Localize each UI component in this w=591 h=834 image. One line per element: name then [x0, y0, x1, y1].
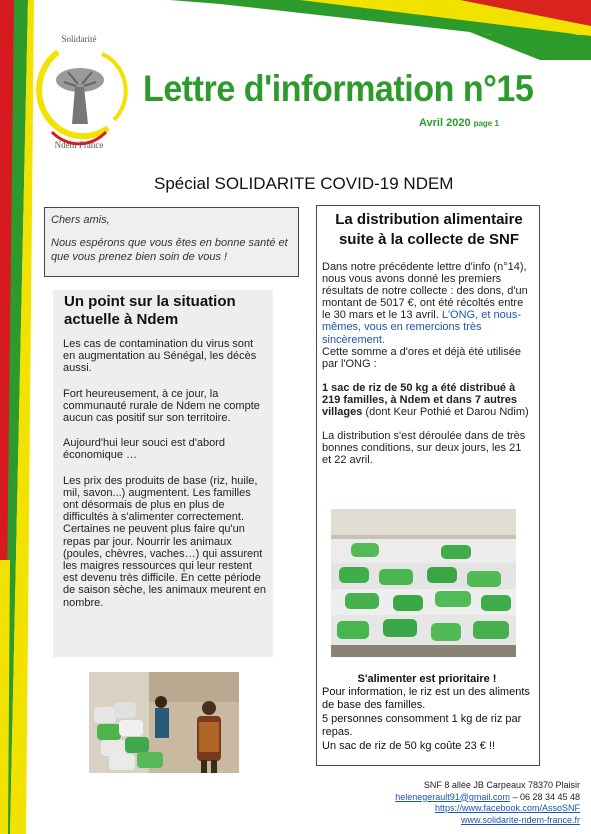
rice-sacks-photo: [331, 509, 516, 657]
page-number: page 1: [473, 119, 499, 128]
footer-email-line: [300, 792, 580, 804]
phone-number: – 06 28 34 45 48: [509, 791, 580, 802]
right-paragraph-1: [322, 261, 532, 346]
distribution-bold-text: 1 sac de riz de 50 kg a été distribué à 219 familles, à Ndem et dans 7 autres villages: [322, 381, 518, 419]
right-paragraph-1-text: Dans notre précédente lettre d'info (n°14), nous vous avons donné les premiers résultats de notre collecte : des dons, d'un montant de 5017 €, ont été récoltés entre le 30 mars et le 13 avril.: [322, 261, 528, 322]
footer-contact: [300, 780, 580, 826]
left-article-body: [63, 338, 268, 622]
website-link[interactable]: www.solidarite-ndem-france.fr: [460, 814, 580, 825]
email-link[interactable]: helenegerault91@gmail.com: [395, 791, 510, 802]
baobab-logo-icon: [28, 32, 130, 152]
right-article-heading: La distribution alimentaire suite à la collecte de SNF: [335, 211, 523, 248]
thanks-text: L'ONG, et nous-mêmes, vous en remercions très sincèrement.: [322, 309, 521, 346]
priority-paragraph-3: Un sac de riz de 50 kg coûte 23 € !!: [322, 740, 496, 753]
logo-bottom-text: Ndem France: [54, 140, 104, 150]
left-paragraph-3: Aujourd'hui leur souci est d'abord économique …: [63, 437, 225, 462]
facebook-link[interactable]: https://www.facebook.com/AssoSNF: [434, 803, 580, 813]
footer-address: SNF 8 allée JB Carpeaux 78370 Plaisir: [423, 780, 580, 790]
greeting-box: [44, 207, 299, 277]
left-article-heading: Un point sur la situation actuelle à Ndem: [64, 293, 236, 328]
right-paragraph-3: [322, 382, 532, 418]
left-paragraph-1: Les cas de contamination du virus sont en augmentation au Sénégal, les décès aussi.: [63, 338, 257, 375]
logo-top-text: Solidarité: [61, 34, 97, 44]
greeting-message: Nous espérons que vous êtes en bonne santé et que vous prenez bien soin de vous !: [51, 237, 288, 263]
left-paragraph-2: Fort heureusement, à ce jour, la communauté rurale de Ndem ne compte aucun cas positif sur son territoire.: [63, 387, 260, 425]
special-heading: Spécial SOLIDARITE COVID-19 NDEM: [154, 174, 454, 193]
priority-paragraph-2: 5 personnes consomment 1 kg de riz par repas.: [322, 713, 522, 738]
greeting-salutation: Chers amis,: [51, 214, 110, 226]
priority-paragraph-1: Pour information, le riz est un des aliments de base des familles.: [322, 686, 530, 711]
priority-section: [322, 673, 532, 752]
date-text: Avril 2020: [419, 117, 471, 129]
left-paragraph-4: Les prix des produits de base (riz, huile, mil, savon...) augmentent. Les familles ont désormais de plus en plus de difficultés à s'alimenter correctement. Certaines ne peuvent plus faire qu'un repas par jour. Nourrir les animaux (poules, chèvres, vaches…) qui assurent les maigres ressources qui leur restent est devenu très difficile. En cette période de saison sèche, les animaux meurent en nombre.: [63, 474, 267, 609]
issue-date: [419, 117, 499, 129]
right-article-body: [322, 261, 532, 466]
priority-heading: S'alimenter est prioritaire !: [357, 673, 497, 685]
rice-distribution-photo-left: [89, 672, 239, 773]
right-paragraph-2: Cette somme a d'ores et déjà été utilisée par l'ONG :: [322, 345, 521, 370]
right-paragraph-4: La distribution s'est déroulée dans de très bonnes conditions, sur deux jours, les 21 et 22 avril.: [322, 430, 526, 467]
newsletter-title: Lettre d'information n°15: [143, 68, 534, 109]
distribution-villages-text: (dont Keur Pothié et Darou Ndim): [362, 406, 529, 419]
solidarite-logo: [28, 32, 130, 152]
